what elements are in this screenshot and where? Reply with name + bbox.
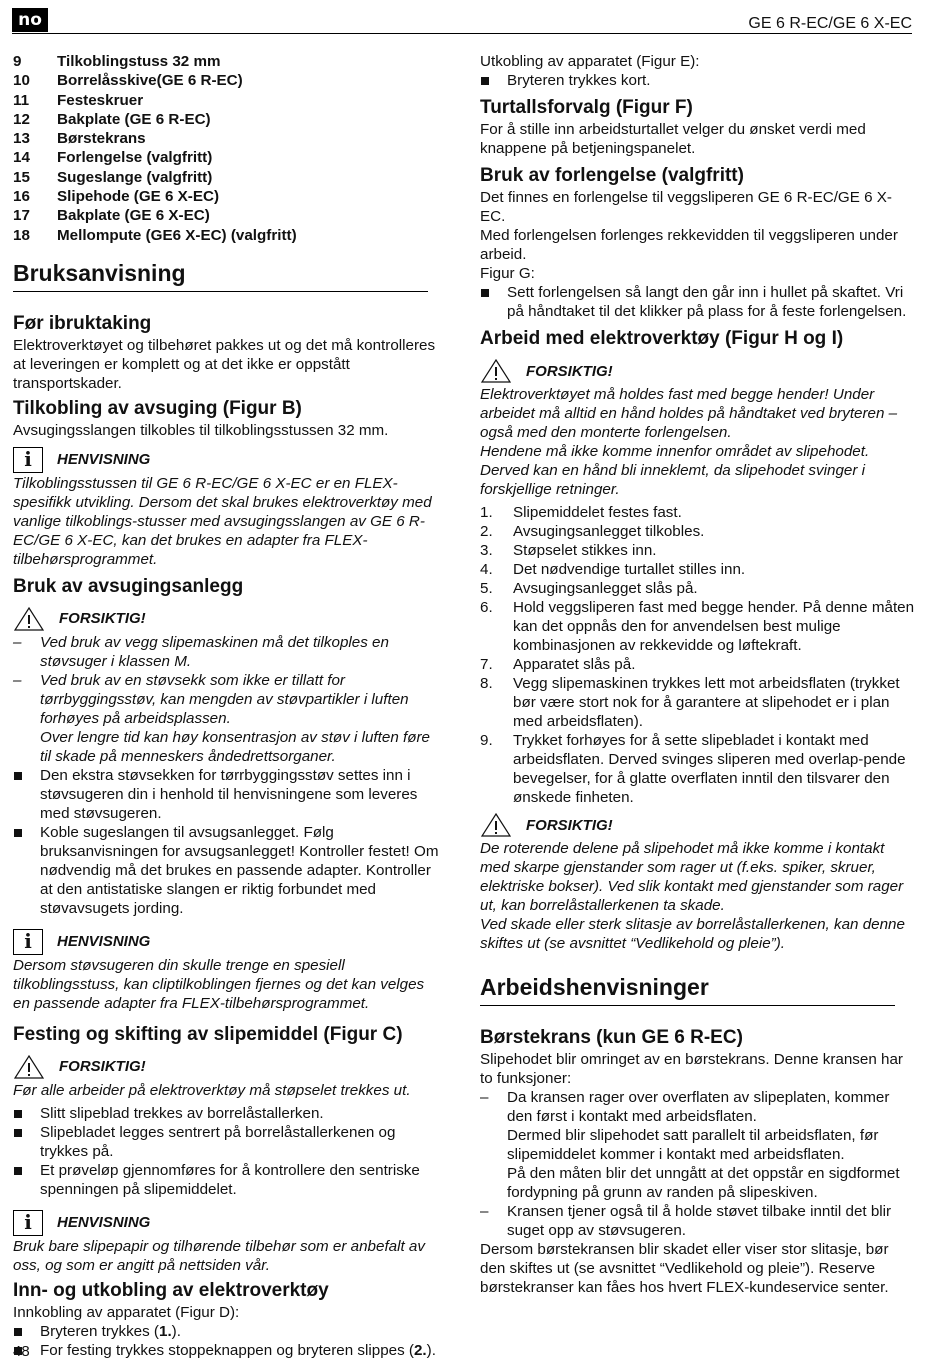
info-icon: i [13, 929, 43, 955]
parts-list [13, 52, 443, 245]
left-column [13, 52, 443, 1360]
heading-forlengelse: Bruk av forlengelse (valgfritt) [480, 165, 744, 186]
heading-bruk-avsug: Bruk av avsugingsanlegg [13, 575, 244, 597]
note-text: Tilkoblingsstussen til GE 6 R-EC/GE 6 X-EC er en FLEX-spesifikk utvikling. Dersom det skal brukes elektroverktøy med vanlige tilkoblings-stusser med avsugingsslangen av GE 6 R-EC/GE 6 X-EC, kan det brukes en adapter fra FLEX-tilbehørsprogrammet. [13, 474, 432, 568]
paragraph: Med forlengelsen forlenges rekkevidden til veggsliperen under arbeid. [480, 227, 898, 263]
list-item: 5. Avsugingsanlegget slås på. [480, 580, 698, 597]
bullet-list [480, 283, 915, 321]
paragraph: Avsugingsslangen tilkobles til tilkoblingsstussen 32 mm. [13, 421, 389, 439]
section-heading-bruksanvisning: Bruksanvisning [13, 259, 428, 292]
note-header: i HENVISNING [13, 446, 443, 474]
list-item: 16 Slipehode (GE 6 X-EC) [13, 188, 220, 206]
warning-header: FORSIKTIG! [13, 1053, 443, 1081]
list-item: 6. Hold veggsliperen fast med begge hender. På denne måten kan det oppnås den for anvendelsen best mulige kombinasjonen av rekkevidde og løftekraft. [480, 599, 915, 654]
paragraph: Slipehodet blir omringet av en børstekrans. Denne kransen har to funksjoner: [480, 1051, 903, 1087]
warning-header: FORSIKTIG! [13, 605, 443, 633]
list-item: 1. Slipemiddelet festes fast. [480, 504, 682, 521]
list-item: Koble sugeslangen til avsugsanlegget. Følg bruksanvisningen for avsugsanlegget! Kontroller festet! Om nødvendig må det brukes en passende adapter. Kontroller at den antistatiske slangen er riktig forbundet med støvavsugets jording. [13, 823, 443, 918]
section-heading-arbeidshenvisninger: Arbeidshenvisninger [480, 973, 895, 1006]
bullet-list [13, 1104, 443, 1199]
warning-header: FORSIKTIG! [480, 811, 915, 839]
list-item: Slipebladet legges sentrert på borrelåstallerkenen og trykkes på. [13, 1123, 443, 1161]
list-item: For festing trykkes stoppeknappen og bryteren slippes (2.). [13, 1341, 443, 1360]
list-item: 17 Bakplate (GE 6 X-EC) [13, 207, 210, 225]
list-item: 18 Mellompute (GE6 X-EC) (valgfritt) [13, 226, 297, 244]
dash-list [480, 1088, 915, 1240]
warning-text: De roterende delene på slipehodet må ikke komme i kontakt med skarpe gjenstander som rager ut (f.eks. spiker, skruer, elektriske bokser). Ved slik kontakt med gjenstander som rager ut, kan borrelåstallerkenen ta skade. [480, 840, 904, 914]
list-item: 3. Støpselet stikkes inn. [480, 542, 657, 559]
list-item: 9 Tilkoblingstuss 32 mm [13, 53, 221, 70]
paragraph: Det finnes en forlengelse til veggsliperen GE 6 R-EC/GE 6 X-EC. [480, 189, 892, 225]
note-text: Bruk bare slipepapir og tilhørende tilbehør som er anbefalt av oss, og som er angitt på nettsiden vår. [13, 1237, 425, 1274]
warning-triangle-icon [13, 606, 45, 632]
info-icon: i [13, 1210, 43, 1236]
heading-festing: Festing og skifting av slipemiddel (Figur C) [13, 1023, 403, 1045]
heading-borstekrans: Børstekrans (kun GE 6 R-EC) [480, 1027, 743, 1048]
list-item: 2. Avsugingsanlegget tilkobles. [480, 523, 705, 540]
bullet-list [480, 71, 915, 90]
list-item: Bryteren trykkes (1.). [13, 1322, 443, 1341]
paragraph: Utkobling av apparatet (Figur E): [480, 53, 700, 70]
list-item: 7. Apparatet slås på. [480, 656, 636, 673]
info-icon: i [13, 447, 43, 473]
heading-inn-ut: Inn- og utkobling av elektroverktøy [13, 1279, 329, 1301]
list-item: 14 Forlengelse (valgfritt) [13, 149, 213, 167]
list-item: Et prøveløp gjennomføres for å kontrollere den sentriske spenningen på slipemiddelet. [13, 1161, 443, 1199]
warning-text: Hendene må ikke komme innenfor området av slipehodet. Derved kan en hånd bli inneklemt, da slipehodet svinger i forskjellige retninger. [480, 443, 870, 498]
warning-text: Ved skade eller sterk slitasje av borrelåstallerkenen, kan denne skiftes ut (se avsnittet “Vedlikehold og pleie”). [480, 916, 905, 952]
list-item: Sett forlengelsen så langt den går inn i hullet på skaftet. Vri på håndtaket til det klikker på plass for å feste forlengelsen. [480, 283, 915, 321]
note-header: i HENVISNING [13, 928, 443, 956]
warning-triangle-icon [480, 358, 512, 384]
warning-triangle-icon [13, 1054, 45, 1080]
warning-triangle-icon [480, 812, 512, 838]
page-number: 48 [13, 1343, 30, 1360]
paragraph: Elektroverktøyet og tilbehøret pakkes ut og det må kontrolleres at leveringen er komplett og at det ikke er oppstått transportskader. [13, 336, 436, 392]
bullet-list [13, 1322, 443, 1360]
warning-header: FORSIKTIG! [480, 357, 915, 385]
list-item: 15 Sugeslange (valgfritt) [13, 168, 213, 186]
heading-turtall: Turtallsforvalg (Figur F) [480, 97, 693, 118]
paragraph: Dersom børstekransen blir skadet eller viser stor slitasje, bør den skiftes ut (se avsnittet “Vedlikehold og pleie”). Reserve børstekranser kan fåes hos hvert FLEX-kundeservice senter. [480, 1241, 889, 1296]
page-header [0, 0, 950, 36]
warning-text: Før alle arbeider på elektroverktøy må støpselet trekkes ut. [13, 1081, 411, 1099]
header-rule [12, 33, 912, 34]
list-item: 11 Festeskruer [13, 91, 144, 109]
bullet-list [13, 766, 443, 918]
list-item: 12 Bakplate (GE 6 R-EC) [13, 110, 211, 128]
list-item: 13 Børstekrans [13, 130, 146, 148]
document-id: GE 6 R-EC/GE 6 X-EC [748, 15, 912, 32]
list-item: Bryteren trykkes kort. [480, 71, 915, 90]
heading-arbeid: Arbeid med elektroverktøy (Figur H og I) [480, 328, 844, 349]
right-column [480, 52, 915, 1297]
list-item: 4. Det nødvendige turtallet stilles inn. [480, 561, 746, 578]
list-item: 8. Vegg slipemaskinen trykkes lett mot arbeidsflaten (trykket bør være stort nok for å garantere at slipehodet er i plan med arbeidsflaten). [480, 675, 900, 730]
language-badge: no [12, 8, 48, 32]
heading-tilkobling: Tilkobling av avsuging (Figur B) [13, 397, 302, 419]
list-item: – Ved bruk av vegg slipemaskinen må det tilkoples en støvsuger i klassen M. [13, 633, 389, 670]
list-item: 10 Borrelåsskive(GE 6 R-EC) [13, 72, 243, 90]
warning-list [13, 633, 443, 766]
note-header: i HENVISNING [13, 1209, 443, 1237]
list-item: Slitt slipeblad trekkes av borrelåstallerken. [13, 1104, 443, 1123]
paragraph: Innkobling av apparatet (Figur D): [13, 1303, 240, 1321]
list-item: – Kransen tjener også til å holde støvet tilbake inntil det blir suget opp av støvsugeren. [480, 1203, 892, 1239]
note-text: Dersom støvsugeren din skulle trenge en spesiell tilkoblingsstuss, kan cliptilkoblingen fjernes og det kan velges en passende adapter fra FLEX-tilbehørsprogrammet. [13, 956, 425, 1012]
steps-list [480, 503, 915, 807]
list-item: Den ekstra støvsekken for tørrbyggingsstøv settes inn i støvsugeren din i henhold til henvisningene som leveres med støvsugeren. [13, 766, 443, 823]
list-item: – Ved bruk av en støvsekk som ikke er tillatt for tørrbyggingsstøv, kan mengden av støvpartikler i luften forhøyes på arbeidsplassen. Over lengre tid kan høy konsentrasjon av støv i luften føre til skade på menneskers åndedrettsorganer. [13, 671, 430, 765]
paragraph: Figur G: [480, 265, 535, 282]
list-item: 9. Trykket forhøyes for å sette slipebladet i kontakt med arbeidsflaten. Derved svinges sliperen med overlap-pende bevegelser, for å glatte overflaten inntil den tilsvarer den ønskede finheten. [480, 732, 906, 806]
heading-for-ibruktaking: Før ibruktaking [13, 312, 152, 334]
list-item: – Da kransen rager over overflaten av slipeplaten, kommer den først i kontakt med arbeidsflaten. Dermed blir slipehodet satt parallelt til arbeidsflaten, før slipemiddelet kommer i kontakt med arbeidsflaten. På den måten blir det unngått at det oppstår en sigdformet fordypning på grunn av randen på slipeskiven. [480, 1089, 900, 1201]
warning-text: Elektroverktøyet må holdes fast med begge hender! Under arbeidet må alltid en hånd holdes på håndtaket ved bryteren – også med den monterte forlengelsen. [480, 386, 898, 441]
paragraph: For å stille inn arbeidsturtallet velger du ønsket verdi med knappene på betjeningspanelet. [480, 121, 866, 157]
